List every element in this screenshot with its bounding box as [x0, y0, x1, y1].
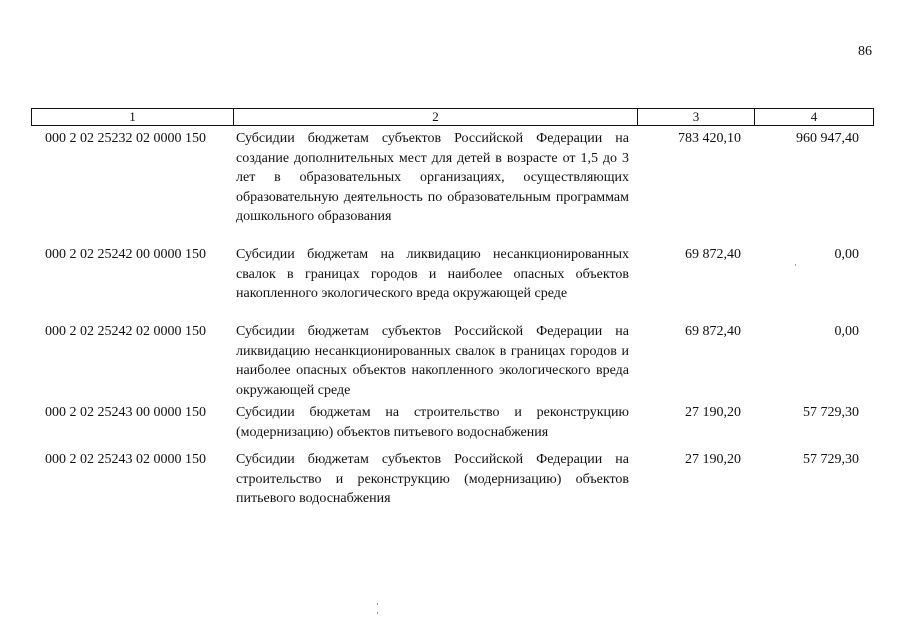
value-column-3: 27 190,20: [685, 405, 741, 420]
value-column-3: 69 872,40: [685, 247, 741, 262]
page-number: 86: [858, 44, 872, 59]
row-description: Субсидии бюджетам субъектов Российской Федерации на строительство и реконструкцию (модернизацию) объектов питьевого водоснабжения: [236, 452, 629, 506]
value-column-3: 27 190,20: [685, 452, 741, 467]
budget-code: 000 2 02 25242 02 0000 150: [45, 324, 206, 339]
value-column-4: 57 729,30: [803, 452, 859, 467]
budget-code: 000 2 02 25242 00 0000 150: [45, 247, 206, 262]
value-column-4: 0,00: [834, 247, 859, 262]
scan-speck: [377, 603, 378, 605]
value-column-4: 960 947,40: [796, 131, 859, 146]
scan-speck: [377, 612, 378, 614]
row-description: Субсидии бюджетам на строительство и реконструкцию (модернизацию) объектов питьевого водоснабжения: [236, 405, 629, 440]
header-col-4: 4: [810, 109, 818, 124]
value-column-3: 783 420,10: [678, 131, 741, 146]
budget-code: 000 2 02 25232 02 0000 150: [45, 131, 206, 146]
header-col-2: 2: [234, 109, 638, 125]
budget-code: 000 2 02 25243 02 0000 150: [45, 452, 206, 467]
value-column-4: 57 729,30: [803, 405, 859, 420]
value-column-4: 0,00: [834, 324, 859, 339]
scan-speck: [795, 264, 796, 266]
row-description: Субсидии бюджетам субъектов Российской Федерации на создание дополнительных мест для детей в возрасте от 1,5 до 3 лет в образовательных организациях, осуществляющих образовательную деятельность по образовательным программам дошкольного образования: [236, 131, 629, 224]
header-col-1: 1: [32, 109, 234, 125]
table-header-row: [31, 108, 874, 126]
row-description: Субсидии бюджетам на ликвидацию несанкционированных свалок в границах городов и наиболее опасных объектов накопленного экологического вреда окружающей среде: [236, 247, 629, 301]
header-col-3: 3: [638, 109, 755, 125]
value-column-3: 69 872,40: [685, 324, 741, 339]
row-description: Субсидии бюджетам субъектов Российской Федерации на ликвидацию несанкционированных свалок в границах городов и наиболее опасных объектов накопленного экологического вреда окружающей среде: [236, 324, 629, 398]
budget-code: 000 2 02 25243 00 0000 150: [45, 405, 206, 420]
